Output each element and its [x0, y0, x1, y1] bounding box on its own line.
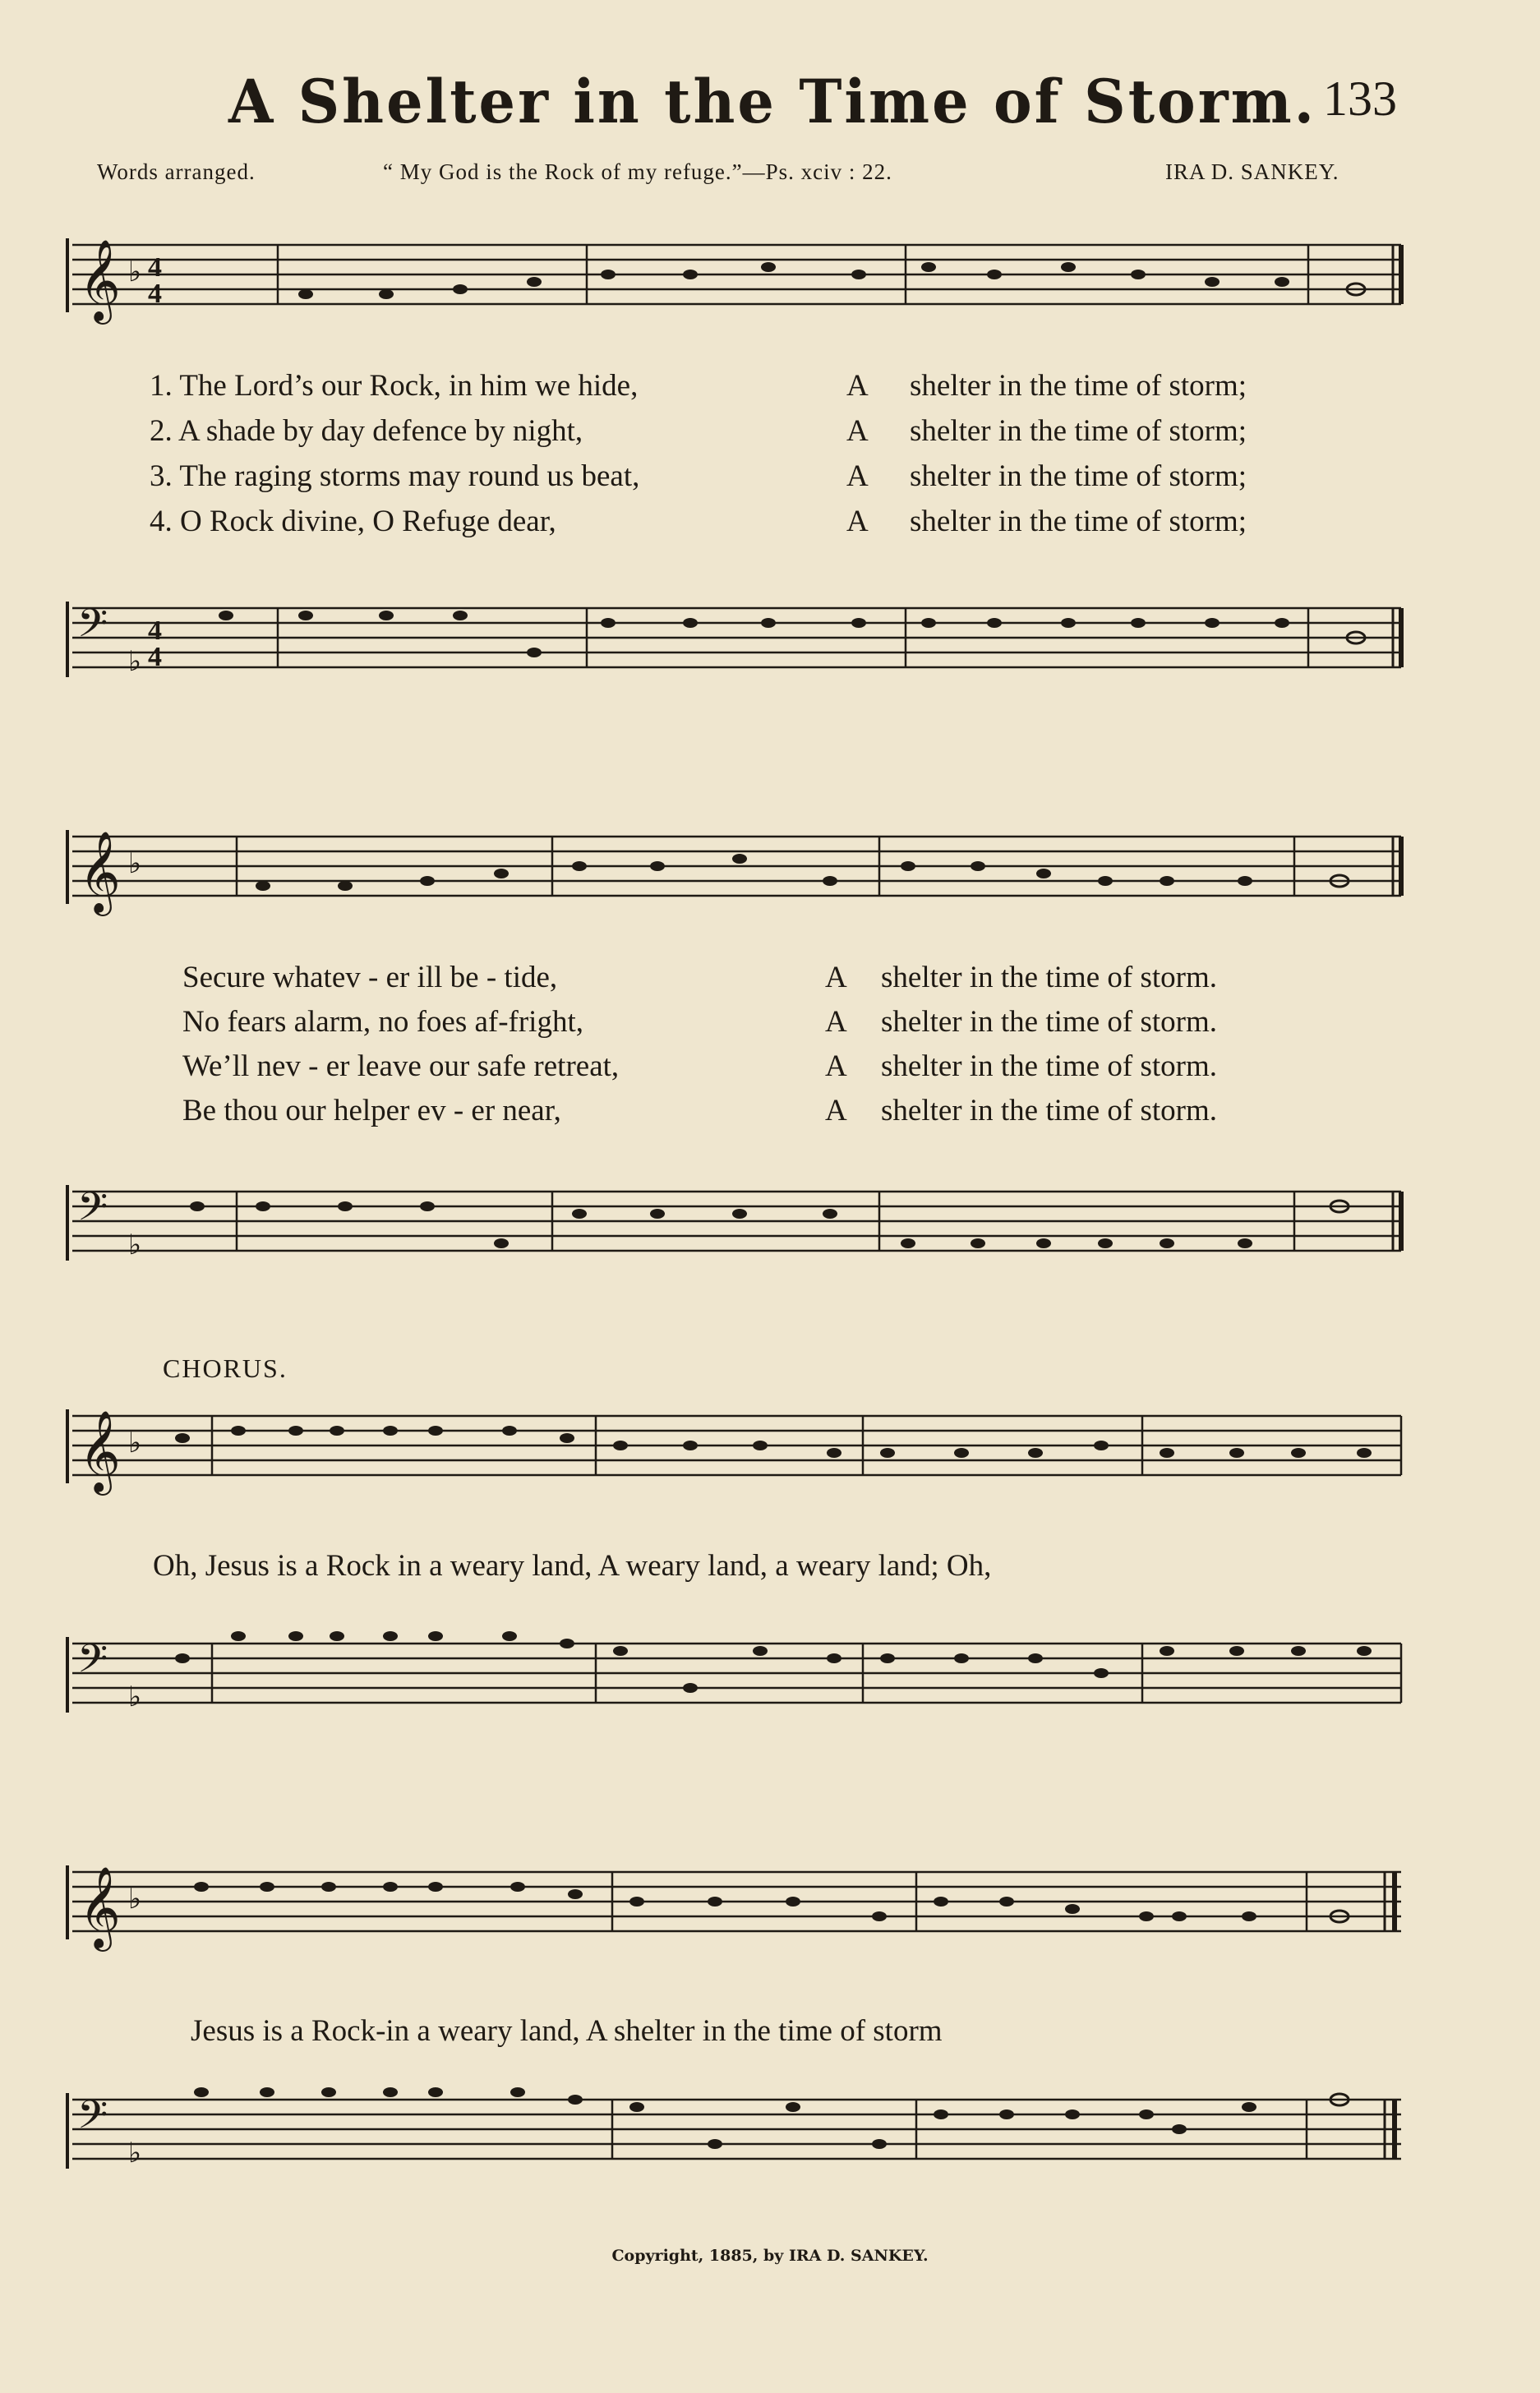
svg-text:𝄞: 𝄞 — [79, 239, 121, 321]
svg-text:♭: ♭ — [128, 847, 142, 880]
copyright-notice: Copyright, 1885, by IRA D. SANKEY. — [611, 2247, 929, 2265]
svg-text:𝄢: 𝄢 — [77, 2091, 108, 2147]
svg-text:4: 4 — [148, 616, 162, 646]
svg-text:♭: ♭ — [128, 256, 142, 288]
chorus-line1: Oh, Jesus is a Rock in a weary land, A weary land, a weary land; Oh, — [153, 1549, 992, 1583]
chorus-label: CHORUS. — [163, 1353, 288, 1383]
svg-text:♭: ♭ — [128, 1883, 142, 1916]
svg-text:4: 4 — [148, 642, 162, 672]
composer-credit: IRA D. SANKEY. — [1165, 159, 1339, 184]
svg-text:4: 4 — [148, 279, 162, 309]
svg-text:♭: ♭ — [128, 1427, 142, 1459]
system1-bass-staff — [0, 575, 1540, 715]
system3-bass-staff — [0, 1611, 1540, 1767]
svg-text:♭: ♭ — [128, 2137, 142, 2169]
system4-treble-staff — [0, 1849, 1540, 1972]
hymn-page: A Shelter in the Time of Storm. 133 Words arranged. “ My God is the Rock of my refuge.”—Ps. xciv : 22. IRA D. SANKEY. 𝄞 ♭ 4 4 1. The Lord’s our Rock, in him we hide, A shelter in the time of storm; 2. A shade by day defence by night, A shelter in the time of storm; 3. The raging storms may round us beat, A shelter in the time of storm; 4. O Rock divine, O Refuge dear, A shelter in the time of storm; 𝄢 ♭ 4 4 𝄞 ♭ Secure whatev - er ill be - tide, A shelter in the time of storm. No fears alarm, no foes af-fright, A shelter in the time of storm. We’ll nev - er leave our safe retreat, A shelter in the time of storm. Be thou our helper ev - er near, A shelter in the time of storm. 𝄢 ♭ CHORUS. 𝄞 ♭ Oh, Jesus is a Rock in a weary land, A weary land, a weary land; Oh, 𝄢 ♭ 𝄞 ♭ Jesus is a Rock-in a weary land, A shelter in the time of storm 𝄢 ♭ Copyright, 1885, by IRA D. SANKEY. — [0, 0, 1540, 2393]
svg-text:♭: ♭ — [128, 645, 142, 678]
words-credit: Words arranged. — [97, 159, 256, 184]
svg-text:𝄢: 𝄢 — [77, 600, 108, 656]
system1-treble-staff — [0, 222, 1540, 345]
svg-text:𝄞: 𝄞 — [79, 1866, 121, 1948]
page-number: 133 — [1323, 71, 1397, 126]
svg-text:𝄢: 𝄢 — [77, 1635, 108, 1691]
system3-treble-staff — [0, 1393, 1540, 1516]
svg-text:𝄞: 𝄞 — [79, 831, 121, 913]
system2-bass-staff — [0, 1159, 1540, 1315]
system2-treble-staff — [0, 814, 1540, 937]
hymn-title: A Shelter in the Time of Storm. — [228, 65, 1317, 138]
svg-text:♭: ♭ — [128, 1681, 142, 1713]
scripture-reference: “ My God is the Rock of my refuge.”—Ps. xciv : 22. — [383, 159, 892, 184]
svg-text:4: 4 — [148, 252, 162, 283]
svg-text:𝄞: 𝄞 — [79, 1410, 121, 1492]
svg-text:𝄢: 𝄢 — [77, 1183, 108, 1239]
chorus-line2: Jesus is a Rock-in a weary land, A shelter in the time of storm — [191, 2014, 943, 2048]
system4-bass-staff — [0, 2067, 1540, 2223]
svg-text:♭: ♭ — [128, 1229, 142, 1261]
